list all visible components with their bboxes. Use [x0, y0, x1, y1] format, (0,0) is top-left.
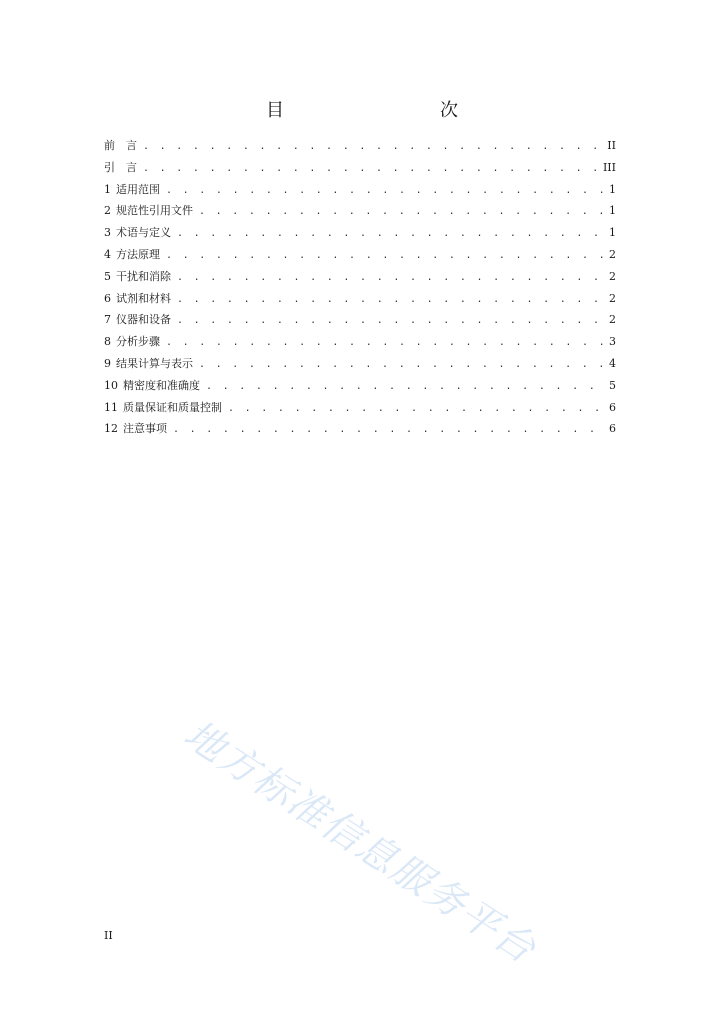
toc-entry-page: 1: [609, 204, 616, 218]
toc-leader-dots: [199, 206, 606, 217]
toc-entry-number: 4: [104, 247, 111, 261]
toc-title: 目 次: [266, 100, 498, 121]
page-number: II: [104, 929, 113, 942]
toc-entry-page: 1: [609, 182, 616, 196]
toc-entry-9[interactable]: [104, 355, 616, 377]
toc-entry-label: 质量保证和质量控制: [123, 400, 222, 414]
toc-entry-introduction[interactable]: [104, 159, 616, 181]
toc-entry-page: 2: [609, 313, 616, 327]
toc-entry-page: 3: [609, 335, 616, 349]
toc-entry-7[interactable]: [104, 311, 616, 333]
toc-entry-label: 方法原理: [116, 247, 160, 261]
toc-entry-number: 7: [104, 313, 111, 327]
toc-entry-page: 6: [609, 422, 616, 436]
toc-entry-number: 11: [104, 400, 118, 414]
toc-entry-1[interactable]: [104, 181, 616, 203]
toc-entry-label: 试剂和材料: [116, 291, 171, 305]
toc-entry-number: 12: [104, 422, 118, 436]
table-of-contents: [104, 137, 616, 442]
toc-entry-number: 8: [104, 335, 111, 349]
toc-entry-page: II: [607, 139, 616, 152]
toc-entry-page: 2: [609, 247, 616, 261]
toc-entry-8[interactable]: [104, 333, 616, 355]
toc-entry-label: 注意事项: [123, 422, 167, 436]
toc-entry-11[interactable]: [104, 399, 616, 421]
toc-entry-label: 分析步骤: [116, 335, 160, 349]
toc-entry-number: 10: [104, 378, 118, 392]
toc-leader-dots: [177, 294, 606, 305]
toc-entry-label: 术语与定义: [116, 226, 171, 240]
toc-entry-number: 6: [104, 291, 111, 305]
toc-entry-10[interactable]: [104, 377, 616, 399]
toc-entry-12[interactable]: [104, 420, 616, 442]
toc-entry-4[interactable]: [104, 246, 616, 268]
toc-entry-label: 规范性引用文件: [116, 204, 193, 218]
toc-leader-dots: [206, 381, 606, 392]
toc-leader-dots: [199, 359, 606, 370]
toc-entry-page: 2: [609, 269, 616, 283]
toc-entry-page: III: [602, 160, 616, 174]
toc-leader-dots: [143, 141, 604, 152]
toc-entry-number: 9: [104, 356, 111, 370]
toc-leader-dots: [177, 272, 606, 283]
toc-leader-dots: [173, 424, 606, 435]
toc-entry-page: 6: [609, 400, 616, 414]
toc-entry-page: 2: [609, 291, 616, 305]
toc-entry-number: 1: [104, 182, 111, 196]
toc-entry-page: 1: [609, 226, 616, 240]
toc-entry-label: 结果计算与表示: [116, 356, 193, 370]
toc-entry-number: 3: [104, 226, 111, 240]
toc-leader-dots: [177, 315, 606, 326]
toc-leader-dots: [143, 163, 600, 174]
toc-leader-dots: [166, 337, 606, 348]
toc-entry-label: 引 言: [104, 160, 137, 174]
toc-leader-dots: [228, 403, 606, 414]
toc-leader-dots: [166, 250, 606, 261]
toc-entry-6[interactable]: [104, 290, 616, 312]
toc-entry-label: 干扰和消除: [116, 269, 171, 283]
toc-entry-label: 仪器和设备: [116, 313, 171, 327]
toc-entry-label: 精密度和准确度: [123, 378, 200, 392]
watermark: 地方标准信息服务平台: [175, 712, 545, 974]
toc-entry-number: 2: [104, 204, 111, 218]
toc-leader-dots: [177, 228, 606, 239]
toc-entry-label: 适用范围: [116, 182, 160, 196]
toc-entry-2[interactable]: [104, 202, 616, 224]
toc-leader-dots: [166, 185, 606, 196]
toc-entry-foreword[interactable]: [104, 137, 616, 159]
toc-entry-5[interactable]: [104, 268, 616, 290]
toc-entry-label: 前 言: [104, 139, 137, 152]
toc-entry-number: 5: [104, 269, 111, 283]
toc-entry-3[interactable]: [104, 224, 616, 246]
toc-entry-page: 5: [609, 378, 616, 392]
toc-entry-page: 4: [609, 356, 616, 370]
